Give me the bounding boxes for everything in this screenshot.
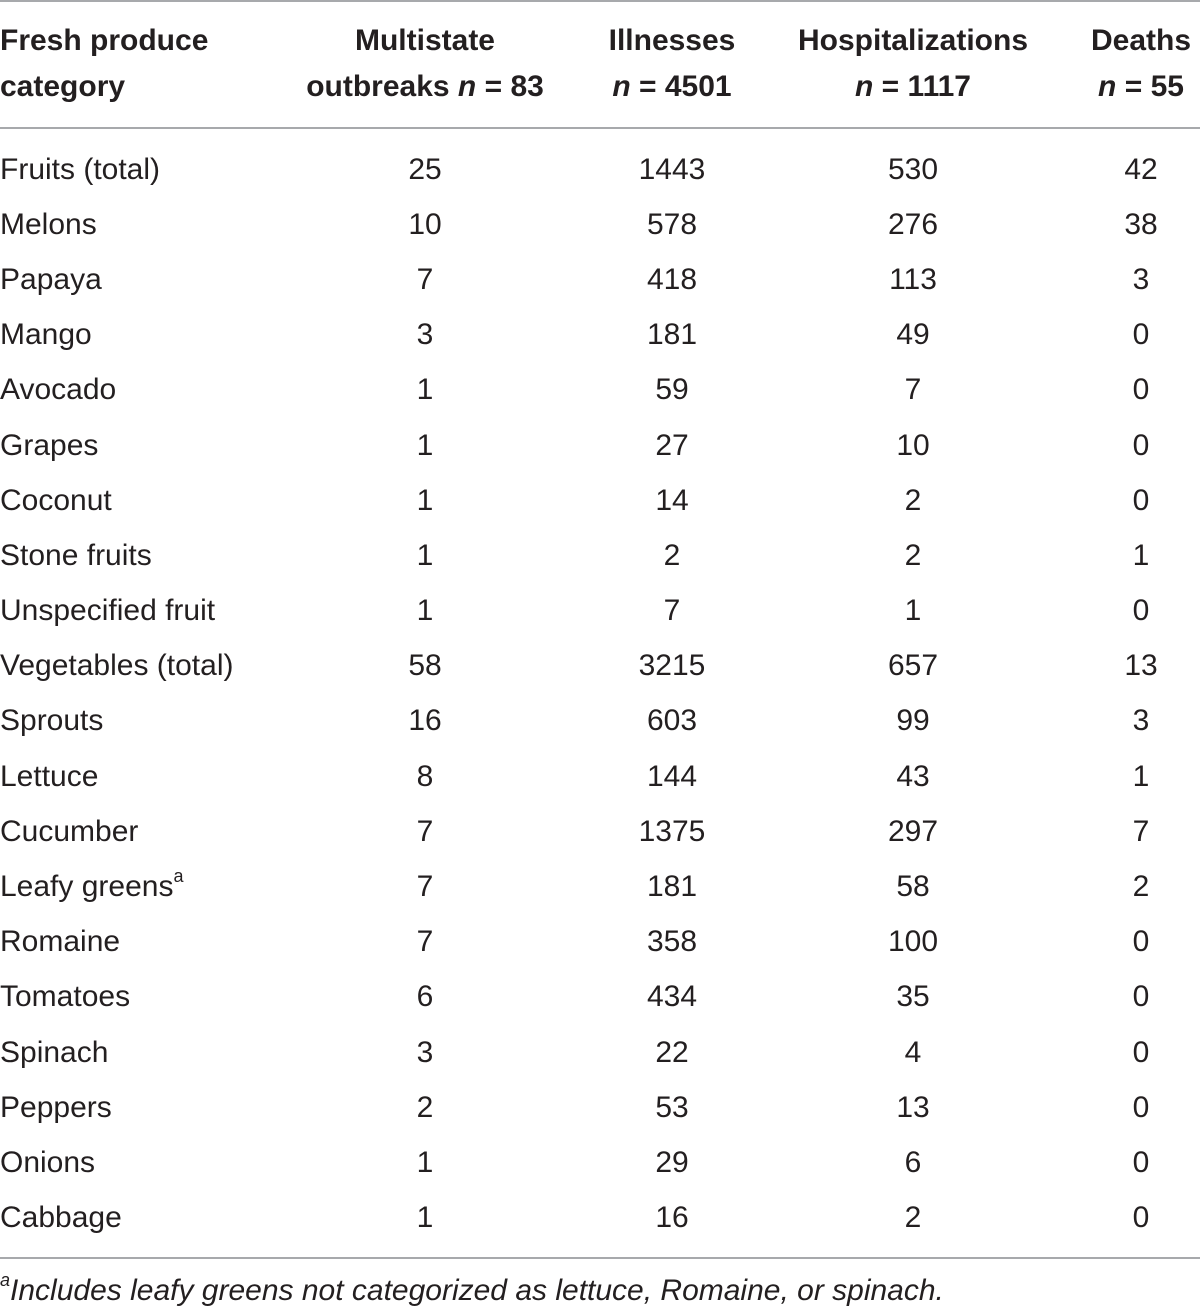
cell-hospitalizations: 2	[904, 483, 922, 517]
cell-hospitalizations: 1	[904, 594, 922, 628]
table-row	[0, 528, 1200, 583]
header-category: Fresh produce category	[0, 24, 209, 103]
cell-deaths: 0	[1132, 594, 1150, 628]
cell-hospitalizations: 2	[904, 538, 922, 572]
cell-hospitalizations: 49	[896, 318, 930, 352]
table-row	[0, 1135, 1200, 1190]
cell-hospitalizations: 58	[896, 870, 930, 904]
cell-outbreaks: 1	[416, 1201, 434, 1235]
cell-category: Romaine	[0, 925, 121, 959]
cell-deaths: 0	[1132, 980, 1150, 1014]
cell-category: Unspecified fruit	[0, 594, 216, 628]
cell-category: Vegetables (total)	[0, 649, 234, 683]
cell-deaths: 0	[1132, 483, 1150, 517]
cell-deaths: 38	[1124, 207, 1158, 241]
cell-outbreaks: 1	[416, 483, 434, 517]
cell-category: Fruits (total)	[0, 152, 161, 186]
cell-illnesses: 22	[655, 1035, 689, 1069]
cell-illnesses: 418	[646, 262, 698, 296]
cell-illnesses: 59	[655, 373, 689, 407]
cell-hospitalizations: 10	[896, 428, 930, 462]
cell-deaths: 0	[1132, 373, 1150, 407]
cell-outbreaks: 3	[416, 1035, 434, 1069]
cell-category: Onions	[0, 1145, 96, 1179]
cell-deaths: 0	[1132, 428, 1150, 462]
cell-hospitalizations: 530	[887, 152, 939, 186]
cell-illnesses: 358	[646, 925, 698, 959]
cell-outbreaks: 10	[408, 207, 442, 241]
cell-illnesses: 2	[663, 538, 681, 572]
cell-deaths: 13	[1124, 649, 1158, 683]
cell-outbreaks: 58	[408, 649, 442, 683]
cell-deaths: 3	[1132, 262, 1150, 296]
bottom-rule	[0, 1257, 1200, 1259]
cell-outbreaks: 1	[416, 1145, 434, 1179]
cell-category: Lettuce	[0, 759, 99, 793]
cell-outbreaks: 1	[416, 594, 434, 628]
cell-hospitalizations: 7	[904, 373, 922, 407]
cell-hospitalizations: 297	[887, 814, 939, 848]
cell-deaths: 0	[1132, 925, 1150, 959]
cell-hospitalizations: 35	[896, 980, 930, 1014]
cell-outbreaks: 7	[416, 870, 434, 904]
table-row	[0, 363, 1200, 418]
table-row	[0, 859, 1200, 914]
cell-category: Melons	[0, 207, 97, 241]
cell-outbreaks: 7	[416, 262, 434, 296]
table-row	[0, 1080, 1200, 1135]
cell-deaths: 0	[1132, 1035, 1150, 1069]
cell-illnesses: 7	[663, 594, 681, 628]
cell-category: Avocado	[0, 373, 117, 407]
cell-hospitalizations: 99	[896, 704, 930, 738]
cell-deaths: 0	[1132, 1145, 1150, 1179]
cell-outbreaks: 3	[416, 318, 434, 352]
cell-illnesses: 14	[655, 483, 689, 517]
cell-outbreaks: 7	[416, 925, 434, 959]
table-row	[0, 970, 1200, 1025]
cell-category: Papaya	[0, 262, 102, 296]
cell-outbreaks: 6	[416, 980, 434, 1014]
cell-deaths: 0	[1132, 318, 1150, 352]
table-row	[0, 473, 1200, 528]
cell-illnesses: 144	[646, 759, 698, 793]
cell-outbreaks: 7	[416, 814, 434, 848]
cell-illnesses: 29	[655, 1145, 689, 1179]
table-row	[0, 308, 1200, 363]
cell-hospitalizations: 2	[904, 1201, 922, 1235]
cell-deaths: 7	[1132, 814, 1150, 848]
cell-illnesses: 53	[655, 1090, 689, 1124]
footnote: $^a$Includes leafy greens not categorized as lettuce, Romaine, or spinach.	[0, 1270, 944, 1307]
cell-illnesses: 578	[646, 207, 698, 241]
table-row	[0, 1025, 1200, 1080]
table-row	[0, 915, 1200, 970]
table-row	[0, 804, 1200, 859]
table-row	[0, 694, 1200, 749]
cell-illnesses: 181	[646, 318, 698, 352]
cell-outbreaks: 2	[416, 1090, 434, 1124]
cell-hospitalizations: 276	[887, 207, 939, 241]
table-row	[0, 252, 1200, 307]
cell-hospitalizations: 657	[887, 649, 939, 683]
table-row	[0, 584, 1200, 639]
cell-illnesses: 1375	[638, 814, 706, 848]
cell-hospitalizations: 6	[904, 1145, 922, 1179]
cell-category: Peppers	[0, 1090, 112, 1124]
cell-deaths: 3	[1132, 704, 1150, 738]
cell-deaths: 0	[1132, 1090, 1150, 1124]
cell-deaths: 1	[1132, 538, 1150, 572]
cell-category: Tomatoes	[0, 980, 131, 1014]
cell-illnesses: 603	[646, 704, 698, 738]
table-row	[0, 639, 1200, 694]
cell-illnesses: 16	[655, 1201, 689, 1235]
table-row	[0, 1191, 1200, 1246]
cell-deaths: 1	[1132, 759, 1150, 793]
header-illnesses: Illnesses n = 4501	[608, 24, 736, 103]
cell-category: Coconut	[0, 483, 112, 517]
cell-hospitalizations: 4	[904, 1035, 922, 1069]
cell-illnesses: 27	[655, 428, 689, 462]
cell-category: Grapes	[0, 428, 99, 462]
header-row	[0, 0, 1200, 128]
cell-category: Spinach	[0, 1035, 109, 1069]
cell-hospitalizations: 13	[896, 1090, 930, 1124]
cell-outbreaks: 1	[416, 428, 434, 462]
cell-hospitalizations: 100	[887, 925, 939, 959]
table-row	[0, 142, 1200, 197]
header-hospitalizations: Hospitalizations n = 1117	[797, 24, 1029, 103]
cell-category: Leafy greens$^a$	[0, 866, 184, 904]
cell-outbreaks: 16	[408, 704, 442, 738]
cell-hospitalizations: 43	[896, 759, 930, 793]
table-row	[0, 197, 1200, 252]
cell-illnesses: 1443	[638, 152, 706, 186]
cell-category: Mango	[0, 318, 92, 352]
header-outbreaks: Multistate outbreaks n = 83	[306, 24, 544, 103]
cell-illnesses: 434	[646, 980, 698, 1014]
cell-category: Stone fruits	[0, 538, 152, 572]
cell-hospitalizations: 113	[889, 262, 937, 296]
footnote-marker: a	[173, 866, 184, 887]
cell-category: Sprouts	[0, 704, 104, 738]
cell-illnesses: 3215	[638, 649, 706, 683]
cell-outbreaks: 1	[416, 538, 434, 572]
cell-deaths: 0	[1132, 1201, 1150, 1235]
cell-outbreaks: 1	[416, 373, 434, 407]
cell-illnesses: 181	[646, 870, 698, 904]
cell-category: Cucumber	[0, 814, 139, 848]
cell-deaths: 2	[1132, 870, 1150, 904]
table-row	[0, 749, 1200, 804]
cell-category: Cabbage	[0, 1201, 122, 1235]
cell-outbreaks: 8	[416, 759, 434, 793]
cell-outbreaks: 25	[408, 152, 442, 186]
table-row	[0, 418, 1200, 473]
header-deaths: Deaths n = 55	[1090, 24, 1192, 103]
cell-deaths: 42	[1124, 152, 1158, 186]
